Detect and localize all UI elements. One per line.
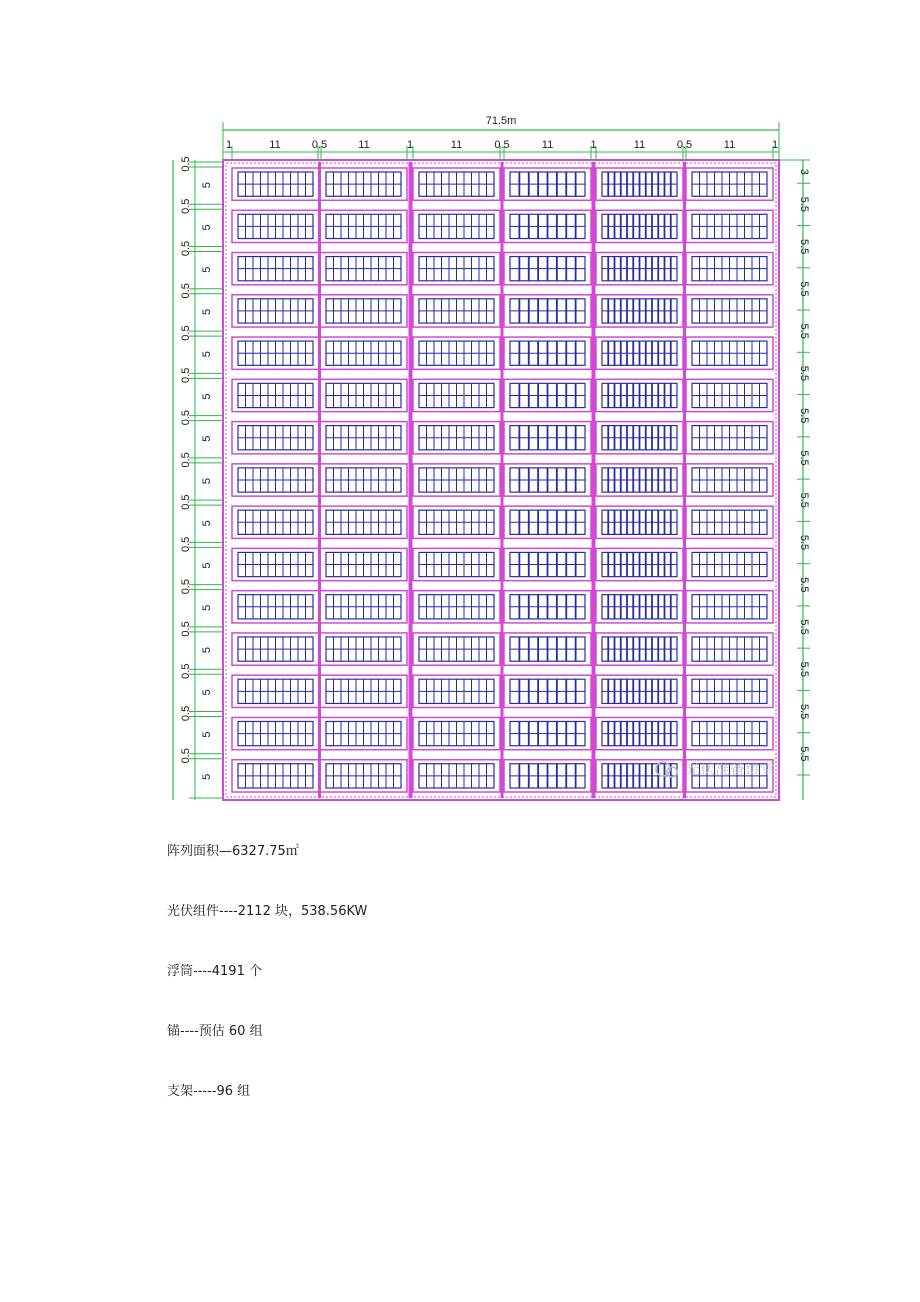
array-area-text: 阵列面积—6327.75㎡: [167, 844, 299, 859]
right-dim-label: 5.5: [798, 534, 810, 551]
left-gap-label: 0.5: [180, 156, 192, 172]
left-row-label: 5: [201, 435, 213, 442]
left-row-label: 5: [201, 477, 213, 485]
right-dim-label: 5.5: [798, 281, 810, 297]
left-gap-label: 0.5: [180, 494, 192, 510]
array-layout-svg: [165, 110, 810, 802]
left-row-label: 5: [201, 351, 213, 358]
left-gap-label: 0.5: [180, 367, 192, 383]
left-row-label: 5: [201, 393, 213, 400]
pv-module-text: 光伏组件----2112 块，538.56KW: [167, 904, 368, 919]
left-row-label: 5: [201, 266, 213, 273]
top-segment-label: 11: [358, 139, 370, 151]
left-gap-label: 0.5: [180, 240, 192, 257]
left-row-label: 5: [201, 182, 213, 189]
right-dim-label: 5.5: [798, 577, 810, 593]
right-dim-label: 5.5: [798, 365, 810, 382]
right-dim-label: 5.5: [798, 238, 810, 255]
right-dim-label: 5.5: [798, 450, 810, 466]
left-row-label: 5: [201, 604, 213, 611]
top-segment-label: 1: [771, 139, 779, 151]
left-row-label: 5: [201, 562, 213, 569]
left-row-label: 5: [201, 689, 213, 696]
bracket-count-text: 支架-----96 组: [167, 1084, 251, 1099]
anchor-count-text: 锚----预估 60 组: [167, 1024, 263, 1039]
left-gap-label: 0.5: [180, 409, 192, 426]
top-segment-label: 11: [450, 139, 463, 151]
right-dim-label: 5.5: [798, 492, 810, 508]
top-segment-label: 1: [590, 139, 597, 151]
left-gap-label: 0.5: [180, 536, 192, 553]
left-row-label: 5: [201, 647, 213, 654]
left-gap-label: 0.5: [180, 452, 192, 468]
float-count-text: 浮筒----4191 个: [167, 964, 262, 979]
left-gap-label: 0.5: [180, 283, 192, 299]
top-segment-label: 11: [723, 139, 736, 151]
right-dim-label: 5.5: [798, 746, 810, 762]
array-layout-drawing: [165, 110, 810, 802]
left-gap-label: 0.5: [180, 579, 192, 595]
left-row-label: 5: [201, 224, 213, 231]
right-dim-label: 5.5: [798, 196, 810, 213]
right-dim-label: 5.5: [798, 703, 810, 720]
right-dim-label: 3: [798, 168, 810, 175]
left-gap-label: 0.5: [180, 198, 192, 214]
top-segment-label: 0.5: [311, 139, 328, 151]
left-row-label: 5: [201, 520, 213, 527]
top-segment-label: 1: [406, 139, 414, 151]
top-segment-label: 11: [633, 139, 646, 151]
left-gap-label: 0.5: [180, 705, 192, 722]
right-dim-label: 5.5: [798, 408, 810, 424]
top-total-dim-label: 71.5m: [485, 115, 517, 127]
left-gap-label: 0.5: [180, 621, 192, 637]
top-segment-label: 1: [225, 139, 233, 151]
right-dim-label: 5.5: [798, 323, 810, 339]
right-dim-label: 5.5: [798, 661, 810, 677]
top-segment-label: 11: [541, 139, 554, 151]
left-gap-label: 0.5: [180, 663, 192, 679]
top-segment-label: 0.5: [494, 139, 510, 151]
panel-grid-layer: [223, 160, 779, 800]
left-gap-label: 0.5: [180, 748, 192, 764]
left-gap-label: 0.5: [180, 325, 192, 341]
left-row-label: 5: [201, 731, 213, 738]
top-segment-label: 0.5: [676, 139, 693, 151]
left-row-label: 5: [201, 308, 213, 315]
left-row-label: 5: [201, 773, 213, 780]
top-segment-label: 11: [269, 139, 281, 151]
watermark-text: 光伏准备讲堂: [685, 760, 776, 778]
right-dim-label: 5.5: [798, 619, 810, 635]
